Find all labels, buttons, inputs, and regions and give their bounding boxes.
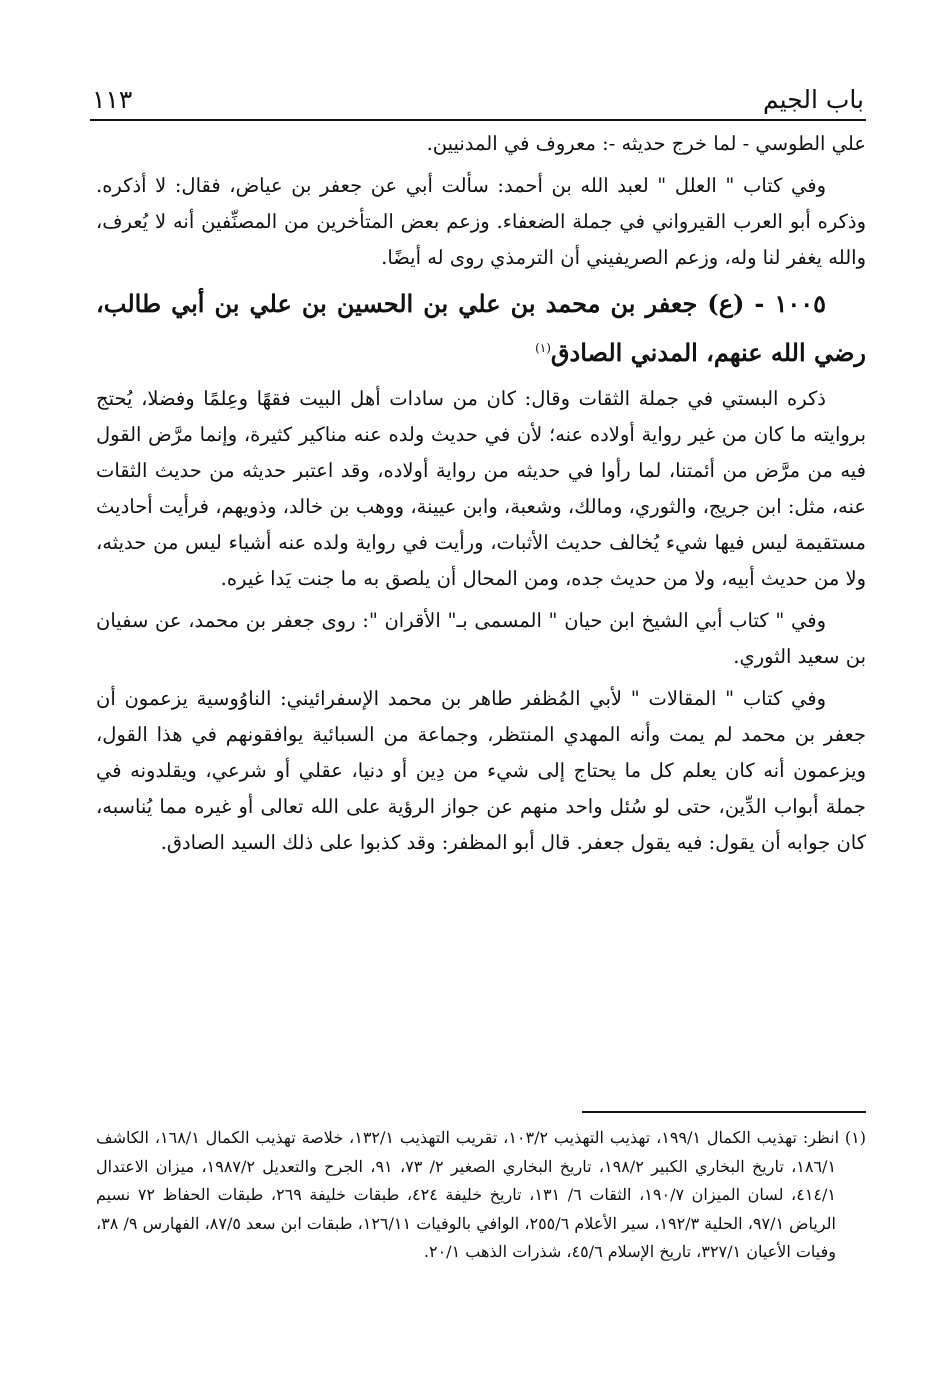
header-rule [90,119,866,121]
paragraph-abu-shaykh: وفي " كتاب أبي الشيخ ابن حيان " المسمى بـ" الأقران ": روى جعفر بن محمد، عن سفيان بن سعيد الثوري. [96,609,866,668]
running-title: باب الجيم [763,85,864,114]
main-text [96,126,866,867]
entry-heading [96,282,866,375]
paragraph-continuation: علي الطوسي - لما خرج حديثه -: معروف في المدنيين. [426,132,866,155]
footnote-rule [582,1111,866,1113]
paragraph-ilal: وفي كتاب " العلل " لعبد الله بن أحمد: سألت أبي عن جعفر بن عياض، فقال: لا أذكره. وذكره أبو العرب القيرواني في جملة الضعفاء. وزعم بعض المتأخرين من المصنِّفين أنه لا يُعرف، والله يغفر لنا وله، وزعم الصريفيني أن الترمذي روى له أيضًا. [96,174,866,269]
paragraph-busti: ذكره البستي في جملة الثقات وقال: كان من سادات أهل البيت فقهًا وعِلمًا وفضلا، يُحتج بروايته ما كان من غير رواية أولاده عنه؛ لأن في حديث ولده عنه مناكير كثيرة، وإنما مرَّض القول فيه من مرَّض من أئمتنا، لما رأوا في حديثه من رواية أولاده، وقد اعتبر حديثه من حديث الثقات عنه، مثل: ابن جريج، والثوري، ومالك، وشعبة، وابن عيينة، ووهب بن خالد، وذويهم، فرأيت أحاديث مستقيمة ليس فيها شيء يُخالف حديث الأثبات، ورأيت في رواية ولده عنه أشياء ليس من حديثه، ولا من حديث أبيه، ولا من حديث جده، ومن المحال أن يلصق به ما جنت يَدا غيره. [96,387,866,590]
footnote-marker: (١) [535,341,551,355]
page-number: ١١٣ [92,85,133,114]
paragraph-maqalat: وفي كتاب " المقالات " لأبي المُظفر طاهر بن محمد الإسفرائيني: الناوُوسية يزعمون أن جعفر بن محمد لم يمت وأنه المهدي المنتظر، وجماعة من السبائية يوافقونهم في هذا القول، ويزعمون أنه كان يعلم كل ما يحتاج إلى شيء من دِين أو دنيا، عقلي أو شرعي، ويقلدونه في جملة أبواب الدِّين، حتى لو سُئل واحد منهم عن جواز الرؤية على الله تعالى أو غيره مما يُناسبه، كان جوابه أن يقول: فيه يقول جعفر. قال أبو المظفر: وقد كذبوا على ذلك السيد الصادق. [96,687,866,854]
page-header [92,66,864,112]
footnotes [96,1124,866,1267]
footnote-1: (١) انظر: تهذيب الكمال ١٩٩/١، تهذيب التهذيب ١٠٣/٢، تقريب التهذيب ١٣٢/١، خلاصة تهذيب الكمال ١٦٨/١، الكاشف ١٨٦/١، تاريخ البخاري الكبير ١٩٨/٢، تاريخ البخاري الصغير ٢/ ٧٣، ٩١، الجرح والتعديل ١٩٨٧/٢، ميزان الاعتدال ٤١٤/١، لسان الميزان ١٩٠/٧، الثقات ٦/ ١٣١، تاريخ خليفة ٤٢٤، طبقات خليفة ٢٦٩، طبقات الحفاظ ٧٢ نسيم الرياض ٩٧/١، الحلية ١٩٢/٣، سير الأعلام ٢٥٥/٦، الوافي بالوفيات ١٢٦/١١، طبقات ابن سعد ٨٧/٥، الفهارس ٩/ ٣٨، وفيات الأعيان ٣٢٧/١، تاريخ الإسلام ٤٥/٦، شذرات الذهب ٢٠/١. [96,1128,867,1261]
entry-heading-text: ١٠٠٥ - (ع) جعفر بن محمد بن علي بن الحسين بن علي بن أبي طالب، رضي الله عنهم، المدني الصادق [96,289,866,367]
